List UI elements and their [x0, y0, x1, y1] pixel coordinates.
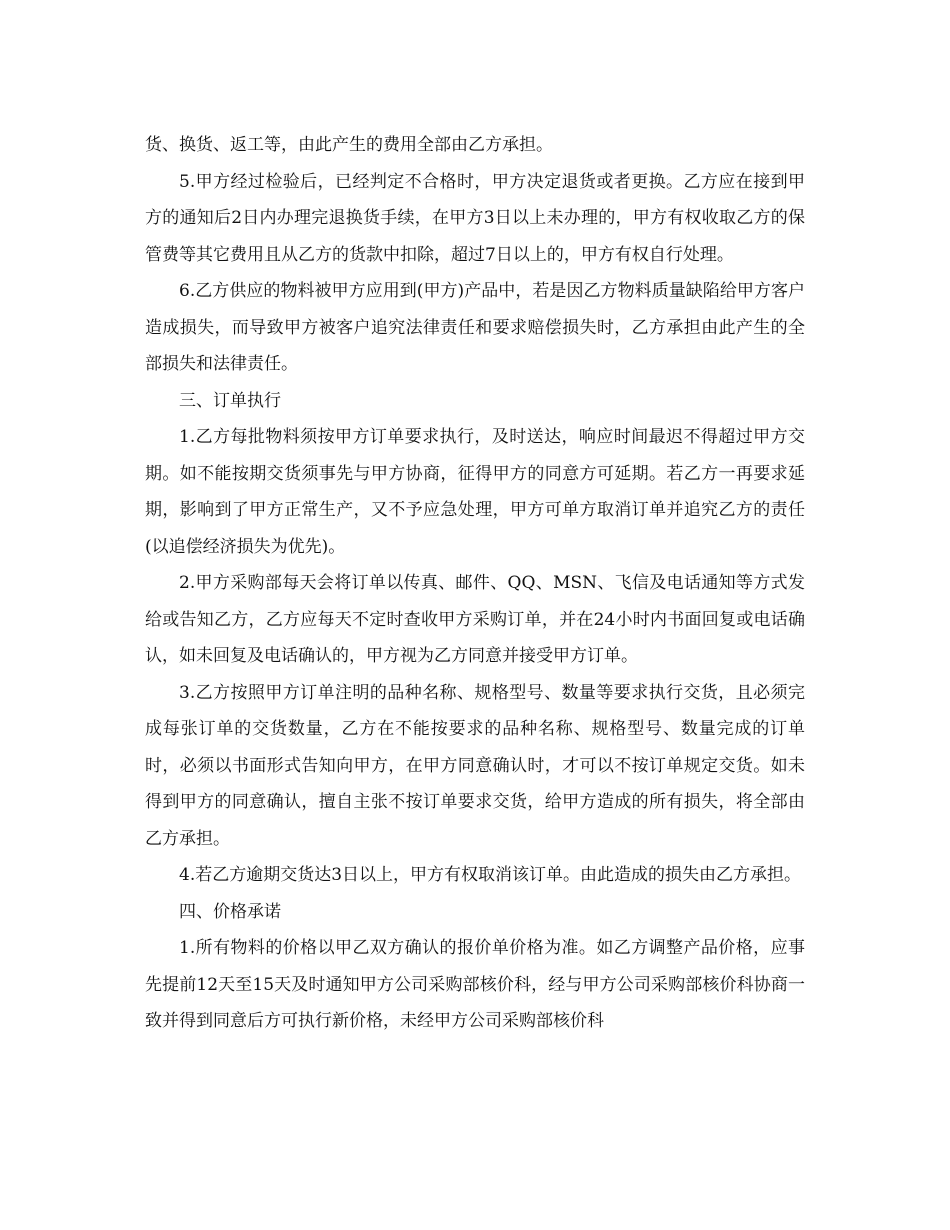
- paragraph-order-clause-2: 2.甲方采购部每天会将订单以传真、邮件、QQ、MSN、飞信及电话通知等方式发给或告知乙方，乙方应每天不定时查收甲方采购订单，并在24小时内书面回复或电话确认，如未回复及电话确认的，甲方视为乙方同意并接受甲方订单。: [145, 573, 805, 666]
- paragraph-clause-6: 6.乙方供应的物料被甲方应用到(甲方)产品中，若是因乙方物料质量缺陷给甲方客户造成损失，而导致甲方被客户追究法律责任和要求赔偿损失时，乙方承担由此产生的全部损失和法律责任。: [145, 281, 805, 374]
- paragraph-order-clause-3: 3.乙方按照甲方订单注明的品种名称、规格型号、数量等要求执行交货，且必须完成每张订单的交货数量，乙方在不能按要求的品种名称、规格型号、数量完成的订单时，必须以书面形式告知向甲方，在甲方同意确认时，才可以不按订单规定交货。如未得到甲方的同意确认，擅自主张不按订单要求交货，给甲方造成的所有损失，将全部由乙方承担。: [145, 682, 805, 849]
- paragraph-clause-5: 5.甲方经过检验后，已经判定不合格时，甲方决定退货或者更换。乙方应在接到甲方的通知后2日内办理完退换货手续，在甲方3日以上未办理的，甲方有权收取乙方的保管费等其它费用且从乙方的货款中扣除，超过7日以上的，甲方有权自行处理。: [145, 171, 805, 265]
- section-heading-order-execution: 三、订单执行: [179, 390, 281, 411]
- paragraph-order-clause-4: 4.若乙方逾期交货达3日以上，甲方有权取消该订单。由此造成的损失由乙方承担。: [179, 865, 802, 885]
- paragraph-continuation: 货、换货、返工等，由此产生的费用全部由乙方承担。: [145, 135, 553, 155]
- paragraph-price-clause-1: 1.所有物料的价格以甲乙双方确认的报价单价格为准。如乙方调整产品价格，应事先提前12天至15天及时通知甲方公司采购部核价科，经与甲方公司采购部核价科协商一致并得到同意后方可执行新价格，未经甲方公司采购部核价科: [145, 938, 805, 1031]
- paragraph-order-clause-1: 1.乙方每批物料须按甲方订单要求执行，及时送达，响应时间最迟不得超过甲方交期。如不能按期交货须事先与甲方协商，征得甲方的同意方可延期。若乙方一再要求延期，影响到了甲方正常生产，又不予应急处理，甲方可单方取消订单并追究乙方的责任(以追偿经济损失为优先)。: [145, 427, 805, 557]
- document-body: [145, 127, 805, 1040]
- section-heading-price-commitment: 四、价格承诺: [179, 901, 281, 922]
